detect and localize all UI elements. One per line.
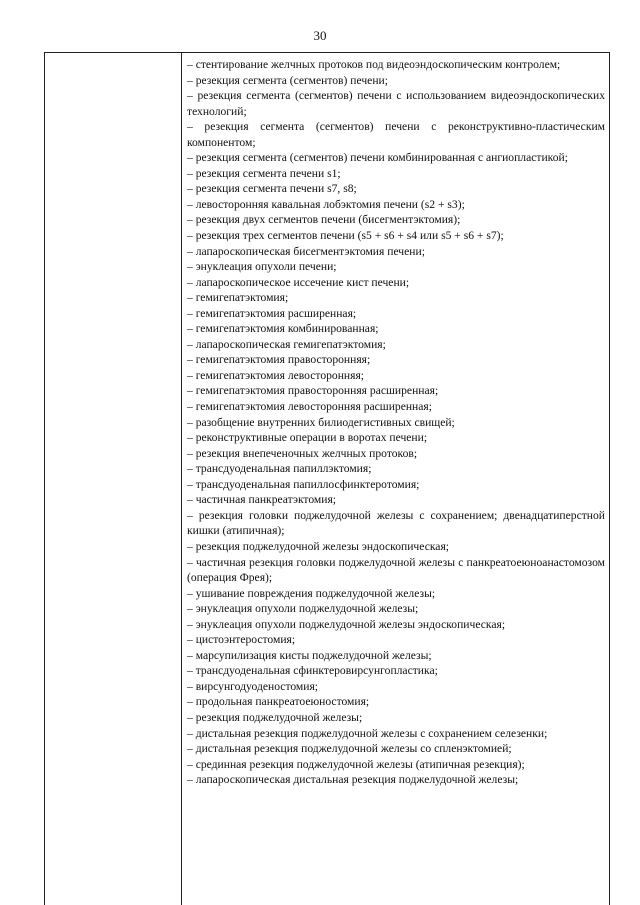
procedure-item: – резекция сегмента (сегментов) печени комбинированная с ангиопластикой; (187, 151, 568, 165)
procedure-item: – лапароскопическое иссечение кист печени; (187, 275, 410, 289)
procedure-item: – лапароскопическая бисегментэктомия печени; (187, 244, 425, 258)
procedure-item: – резекция сегмента (сегментов) печени с реконструктивно-пластическим компонентом; (187, 120, 605, 149)
procedure-item: – гемигепатэктомия правосторонняя расширенная; (187, 384, 439, 398)
procedure-item: – реконструктивные операции в воротах печени; (187, 431, 428, 445)
procedure-item: – гемигепатэктомия левосторонняя; (187, 368, 365, 382)
procedure-item: – стентирование желчных протоков под видеоэндоскопическим контролем; (187, 58, 561, 71)
procedure-item: – трансдуоденальная сфинктеровирсунгопластика; (187, 664, 438, 678)
procedure-item: – лапароскопическая дистальная резекция поджелудочной железы; (187, 773, 519, 787)
empty-left-cell (45, 53, 182, 905)
procedure-item: – резекция головки поджелудочной железы с сохранением; двенадцатиперстной кишки (атипичная); (187, 508, 605, 538)
procedure-item: – резекция сегмента (сегментов) печени; (187, 73, 388, 87)
table-row (45, 53, 610, 905)
procedures-cell (182, 53, 610, 905)
procedure-item: – резекция поджелудочной железы; (187, 710, 363, 724)
procedures-table (44, 52, 610, 905)
procedure-item: – частичная панкреатэктомия; (187, 493, 337, 507)
procedure-item: – разобщение внутренних билиодегистивных свищей; (187, 415, 455, 429)
procedure-item: – резекция двух сегментов печени (бисегментэктомия); (187, 213, 461, 227)
procedure-item: – трансдуоденальная папиллосфинктеротомия; (187, 477, 420, 491)
procedure-item: – резекция поджелудочной железы эндоскопическая; (187, 539, 450, 553)
procedure-item: – дистальная резекция поджелудочной железы со спленэктомией; (187, 742, 512, 756)
procedure-item: – марсупилизация кисты поджелудочной железы; (187, 648, 432, 662)
procedure-item: – лапароскопическая гемигепатэктомия; (187, 337, 386, 351)
procedure-item: – гемигепатэктомия комбинированная; (187, 322, 379, 336)
procedure-item: – резекция трех сегментов печени (s5 + s6 + s4 или s5 + s6 + s7); (187, 229, 504, 243)
procedure-item: – ушивание повреждения поджелудочной железы; (187, 586, 436, 600)
procedure-item: – резекция внепеченочных желчных протоков; (187, 446, 418, 460)
page-number: 30 (313, 28, 327, 43)
procedure-item: – левосторонняя кавальная лобэктомия печени (s2 + s3); (187, 197, 465, 211)
procedure-item: – цистоэнтеростомия; (187, 633, 296, 647)
procedure-item: – продольная панкреатоеюностомия; (187, 695, 370, 709)
procedure-item: – дистальная резекция поджелудочной железы с сохранением селезенки; (187, 726, 548, 740)
procedure-item: – резекция сегмента (сегментов) печени с использованием видеоэндоскопических технологий; (187, 89, 605, 118)
procedure-item: – трансдуоденальная папиллэктомия; (187, 462, 372, 476)
procedure-item: – резекция сегмента печени s7, s8; (187, 182, 357, 196)
procedure-item: – энуклеация опухоли поджелудочной железы эндоскопическая; (187, 617, 506, 631)
procedure-item: – гемигепатэктомия левосторонняя расширенная; (187, 400, 432, 414)
procedure-item: – вирсунгодуоденостомия; (187, 679, 319, 693)
procedure-item: – резекция сегмента печени s1; (187, 166, 341, 180)
procedure-item: – частичная резекция головки поджелудочной железы с панкреатоеюноанастомозом (операция Фрея); (187, 555, 605, 585)
procedure-item: – энуклеация опухоли печени; (187, 260, 337, 274)
procedure-item: – гемигепатэктомия правосторонняя; (187, 353, 371, 367)
procedure-item: – гемигепатэктомия расширенная; (187, 306, 357, 320)
procedure-item: – энуклеация опухоли поджелудочной железы; (187, 602, 419, 616)
procedure-item: – срединная резекция поджелудочной железы (атипичная резекция); (187, 757, 525, 771)
procedure-item: – гемигепатэктомия; (187, 291, 289, 305)
